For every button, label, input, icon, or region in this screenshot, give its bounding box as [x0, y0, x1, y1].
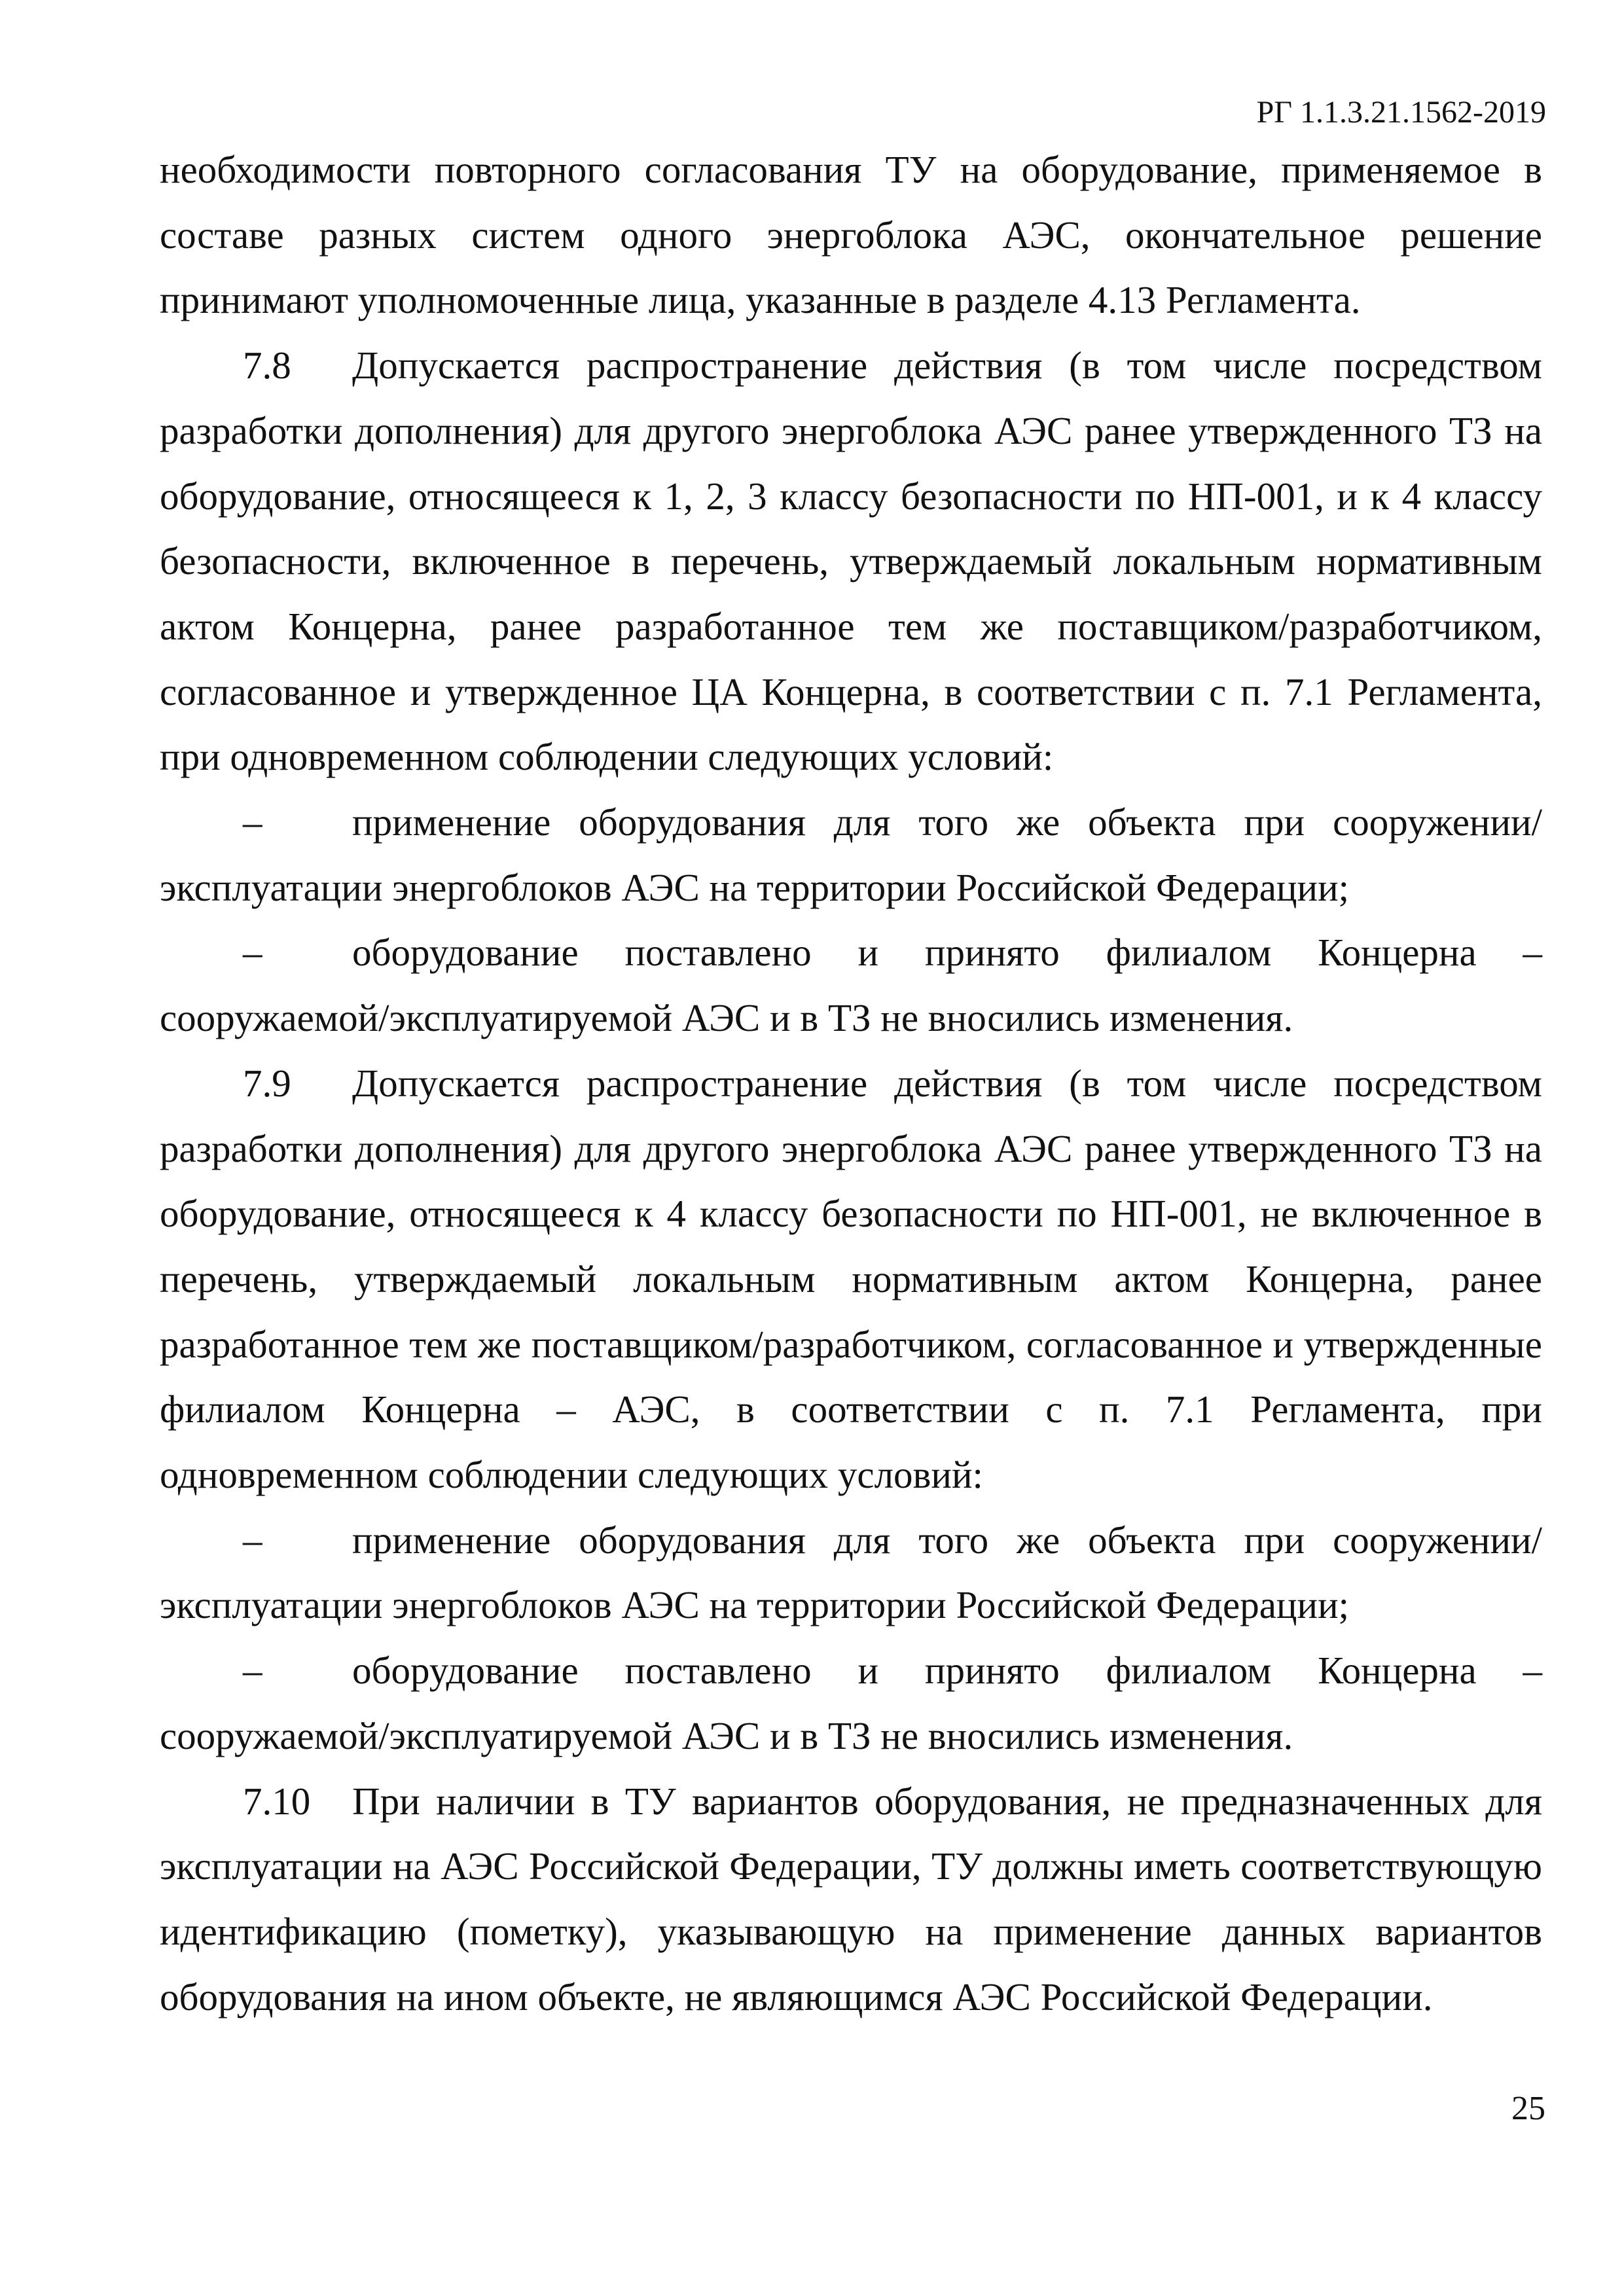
paragraph-text: Допускается распространение действия (в том числе посредством разработки дополнения) для другого энергоблока АЭС ранее утвержденного ТЗ на оборудование, относящееся к 4 классу безопасности по НП-001, не включенное в перечень, утверждаемый локальным нормативным актом Концерна, ранее разработанное тем же поставщиком/разработчиком, согласованное и утвержденные филиалом Концерна – АЭС, в соответствии с п. 7.1 Регламента, при одновременном соблюдении следующих условий: — [160, 1061, 1542, 1497]
paragraph-7-9 — [160, 1051, 1542, 1508]
body-text — [160, 137, 1542, 2030]
paragraph-continuation — [160, 137, 1542, 333]
paragraph-text: необходимости повторного согласования ТУ на оборудование, применяемое в составе разных систем одного энергоблока АЭС, окончательное решение принимают уполномоченные лица, указанные в разделе 4.13 Регламента. — [160, 148, 1542, 322]
bullet-dash: – — [243, 800, 262, 844]
page-number: 25 — [1511, 2090, 1545, 2127]
list-item-text: применение оборудования для того же объекта при сооружении/ эксплуатации энергоблоков АЭС на территории Российской Федерации; — [160, 1518, 1542, 1627]
document-code-header: РГ 1.1.3.21.1562-2019 — [1256, 95, 1546, 130]
list-item-text: применение оборудования для того же объекта при сооружении/эксплуатации энергоблоков АЭС на территории Российской Федерации; — [160, 800, 1542, 909]
paragraph-7-10 — [160, 1769, 1542, 2030]
clause-number: 7.9 — [243, 1061, 291, 1105]
list-item — [160, 920, 1542, 1050]
list-item — [160, 1638, 1542, 1768]
bullet-dash: – — [243, 931, 262, 975]
bullet-dash: – — [243, 1518, 262, 1562]
bullet-dash: – — [243, 1649, 262, 1693]
list-item — [160, 790, 1542, 920]
paragraph-7-8 — [160, 333, 1542, 790]
list-item-text: оборудование поставлено и принято филиалом Концерна – сооружаемой/эксплуатируемой АЭС и в ТЗ не вносились изменения. — [160, 1649, 1542, 1757]
clause-number: 7.8 — [243, 344, 291, 387]
list-item — [160, 1508, 1542, 1638]
paragraph-text: При наличии в ТУ вариантов оборудования, не предназначенных для эксплуатации на АЭС Российской Федерации, ТУ должны иметь соответствующую идентификацию (пометку), указывающую на применение данных вариантов оборудования на ином объекте, не являющимся АЭС Российской Федерации. — [160, 1779, 1542, 2018]
clause-number: 7.10 — [243, 1779, 311, 1823]
list-item-text: оборудование поставлено и принято филиалом Концерна – сооружаемой/эксплуатируемой АЭС и в ТЗ не вносились изменения. — [160, 931, 1542, 1040]
paragraph-text: Допускается распространение действия (в том числе посредством разработки дополнения) для другого энергоблока АЭС ранее утвержденного ТЗ на оборудование, относящееся к 1, 2, 3 классу безопасности по НП-001, и к 4 классу безопасности, включенное в перечень, утверждаемый локальным нормативным актом Концерна, ранее разработанное тем же поставщиком/разработчиком, согласованное и утвержденное ЦА Концерна, в соответствии с п. 7.1 Регламента, при одновременном соблюдении следующих условий: — [160, 344, 1542, 779]
